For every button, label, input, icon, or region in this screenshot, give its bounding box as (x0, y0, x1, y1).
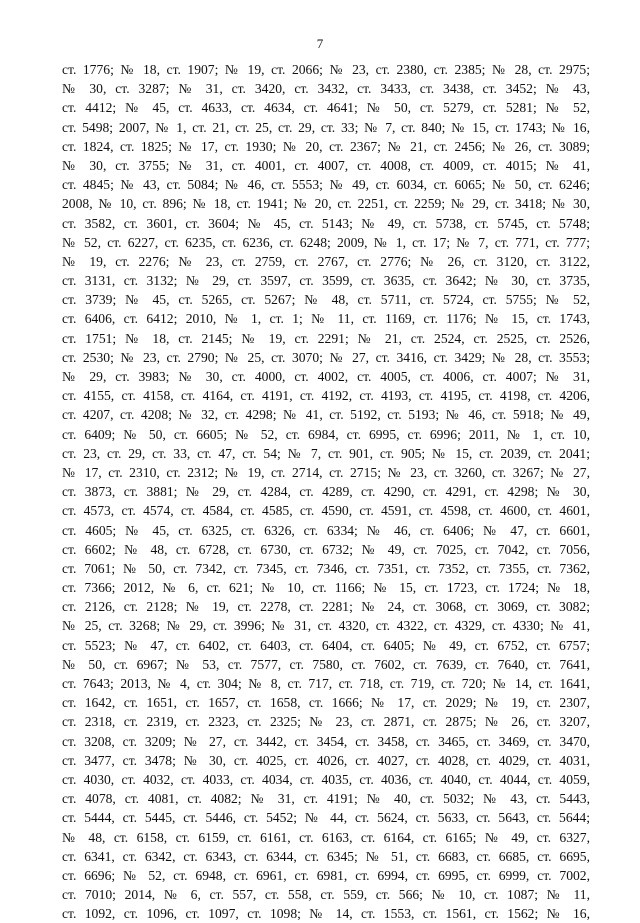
text-line: ст. 23, ст. 29, ст. 33, ст. 47, ст. 54; № 7, ст. 901, ст. 905; № 15, ст. 2039, ст. 2041; (62, 445, 590, 461)
text-line: № 52, ст. 6227, ст. 6235, ст. 6236, ст. 6248; 2009, № 1, ст. 17; № 7, ст. 771, ст. 777; (62, 234, 590, 250)
text-line: ст. 1642, ст. 1651, ст. 1657, ст. 1658, ст. 1666; № 17, ст. 2029; № 19, ст. 2307, (62, 695, 590, 711)
text-line: ст. 6409; № 50, ст. 6605; № 52, ст. 6984, ст. 6995, ст. 6996; 2011, № 1, ст. 10, (62, 426, 590, 442)
text-line: ст. 7366; 2012, № 6, ст. 621; № 10, ст. 1166; № 15, ст. 1723, ст. 1724; № 18, (62, 580, 590, 596)
text-line: № 17, ст. 2310, ст. 2312; № 19, ст. 2714, ст. 2715; № 23, ст. 3260, ст. 3267; № 27, (62, 464, 590, 480)
text-line: 2008, № 10, ст. 896; № 18, ст. 1941; № 20, ст. 2251, ст. 2259; № 29, ст. 3418; № 30, (62, 196, 590, 212)
citation-text-body (62, 60, 590, 923)
text-line: ст. 3873, ст. 3881; № 29, ст. 4284, ст. 4289, ст. 4290, ст. 4291, ст. 4298; № 30, (62, 484, 590, 500)
text-line: ст. 4155, ст. 4158, ст. 4164, ст. 4191, ст. 4192, ст. 4193, ст. 4195, ст. 4198, ст. 4206, (62, 388, 590, 404)
text-line: ст. 7061; № 50, ст. 7342, ст. 7345, ст. 7346, ст. 7351, ст. 7352, ст. 7355, ст. 7362, (62, 560, 590, 576)
text-line: ст. 1751; № 18, ст. 2145; № 19, ст. 2291; № 21, ст. 2524, ст. 2525, ст. 2526, (62, 330, 590, 346)
text-line: ст. 7010; 2014, № 6, ст. 557, ст. 558, ст. 559, ст. 566; № 10, ст. 1087; № 11, (62, 887, 590, 903)
text-line: ст. 1824, ст. 1825; № 17, ст. 1930; № 20, ст. 2367; № 21, ст. 2456; № 26, ст. 3089; (62, 138, 590, 154)
text-line: ст. 4078, ст. 4081, ст. 4082; № 31, ст. 4191; № 40, ст. 5032; № 43, ст. 5443, (62, 791, 590, 807)
text-line: № 29, ст. 3983; № 30, ст. 4000, ст. 4002, ст. 4005, ст. 4006, ст. 4007; № 31, (62, 369, 590, 384)
text-line: ст. 7643; 2013, № 4, ст. 304; № 8, ст. 717, ст. 718, ст. 719, ст. 720; № 14, ст. 1641, (62, 676, 590, 691)
text-line: ст. 4207, ст. 4208; № 32, ст. 4298; № 41, ст. 5192, ст. 5193; № 46, ст. 5918; № 49, (62, 407, 590, 423)
text-line: ст. 3739; № 45, ст. 5265, ст. 5267; № 48, ст. 5711, ст. 5724, ст. 5755; № 52, (62, 292, 590, 308)
text-line: № 48, ст. 6158, ст. 6159, ст. 6161, ст. 6163, ст. 6164, ст. 6165; № 49, ст. 6327, (62, 829, 590, 845)
text-line: ст. 5523; № 47, ст. 6402, ст. 6403, ст. 6404, ст. 6405; № 49, ст. 6752, ст. 6757; (62, 637, 590, 653)
text-line: ст. 4030, ст. 4032, ст. 4033, ст. 4034, ст. 4035, ст. 4036, ст. 4040, ст. 4044, ст. 4059, (62, 771, 590, 787)
text-line: ст. 4845; № 43, ст. 5084; № 46, ст. 5553; № 49, ст. 6034, ст. 6065; № 50, ст. 6246; (62, 177, 590, 193)
text-line: ст. 2126, ст. 2128; № 19, ст. 2278, ст. 2281; № 24, ст. 3068, ст. 3069, ст. 3082; (62, 599, 590, 615)
text-line: ст. 1776; № 18, ст. 1907; № 19, ст. 2066; № 23, ст. 2380, ст. 2385; № 28, ст. 2975; (62, 62, 590, 77)
text-line: № 30, ст. 3755; № 31, ст. 4001, ст. 4007, ст. 4008, ст. 4009, ст. 4015; № 41, (62, 157, 590, 173)
text-line: ст. 6602; № 48, ст. 6728, ст. 6730, ст. 6732; № 49, ст. 7025, ст. 7042, ст. 7056, (62, 541, 590, 557)
text-line: ст. 2318, ст. 2319, ст. 2323, ст. 2325; № 23, ст. 2871, ст. 2875; № 26, ст. 3207, (62, 714, 590, 730)
text-line: ст. 5444, ст. 5445, ст. 5446, ст. 5452; № 44, ст. 5624, ст. 5633, ст. 5643, ст. 5644; (62, 810, 590, 826)
text-line: ст. 3208, ст. 3209; № 27, ст. 3442, ст. 3454, ст. 3458, ст. 3465, ст. 3469, ст. 3470, (62, 733, 590, 749)
text-line: ст. 2530; № 23, ст. 2790; № 25, ст. 3070; № 27, ст. 3416, ст. 3429; № 28, ст. 3553; (62, 349, 590, 365)
text-line: № 50, ст. 6967; № 53, ст. 7577, ст. 7580, ст. 7602, ст. 7639, ст. 7640, ст. 7641, (62, 656, 590, 672)
text-line: ст. 6341, ст. 6342, ст. 6343, ст. 6344, ст. 6345; № 51, ст. 6683, ст. 6685, ст. 6695, (62, 848, 590, 864)
text-line: ст. 5498; 2007, № 1, ст. 21, ст. 25, ст. 29, ст. 33; № 7, ст. 840; № 15, ст. 1743; № 16, (62, 119, 590, 135)
text-line: ст. 3131, ст. 3132; № 29, ст. 3597, ст. 3599, ст. 3635, ст. 3642; № 30, ст. 3735, (62, 273, 590, 289)
text-line: № 25, ст. 3268; № 29, ст. 3996; № 31, ст. 4320, ст. 4322, ст. 4329, ст. 4330; № 41, (62, 618, 590, 634)
text-line: № 19, ст. 2276; № 23, ст. 2759, ст. 2767, ст. 2776; № 26, ст. 3120, ст. 3122, (62, 253, 590, 269)
text-line: № 30, ст. 3287; № 31, ст. 3420, ст. 3432, ст. 3433, ст. 3438, ст. 3452; № 43, (62, 81, 590, 97)
page-number: 7 (316, 36, 324, 51)
text-line: ст. 4412; № 45, ст. 4633, ст. 4634, ст. 4641; № 50, ст. 5279, ст. 5281; № 52, (62, 100, 590, 116)
text-line: ст. 1092, ст. 1096, ст. 1097, ст. 1098; № 14, ст. 1553, ст. 1561, ст. 1562; № 16, (62, 906, 590, 922)
text-line: ст. 4605; № 45, ст. 6325, ст. 6326, ст. 6334; № 46, ст. 6406; № 47, ст. 6601, (62, 522, 590, 538)
text-line: ст. 4573, ст. 4574, ст. 4584, ст. 4585, ст. 4590, ст. 4591, ст. 4598, ст. 4600, ст. 4601, (62, 503, 590, 519)
text-line: ст. 3582, ст. 3601, ст. 3604; № 45, ст. 5143; № 49, ст. 5738, ст. 5745, ст. 5748; (62, 215, 590, 231)
text-line: ст. 3477, ст. 3478; № 30, ст. 4025, ст. 4026, ст. 4027, ст. 4028, ст. 4029, ст. 4031, (62, 752, 590, 768)
text-line: ст. 6406, ст. 6412; 2010, № 1, ст. 1; № 11, ст. 1169, ст. 1176; № 15, ст. 1743, (62, 311, 590, 327)
text-line: ст. 6696; № 52, ст. 6948, ст. 6961, ст. 6981, ст. 6994, ст. 6995, ст. 6999, ст. 7002, (62, 867, 590, 883)
